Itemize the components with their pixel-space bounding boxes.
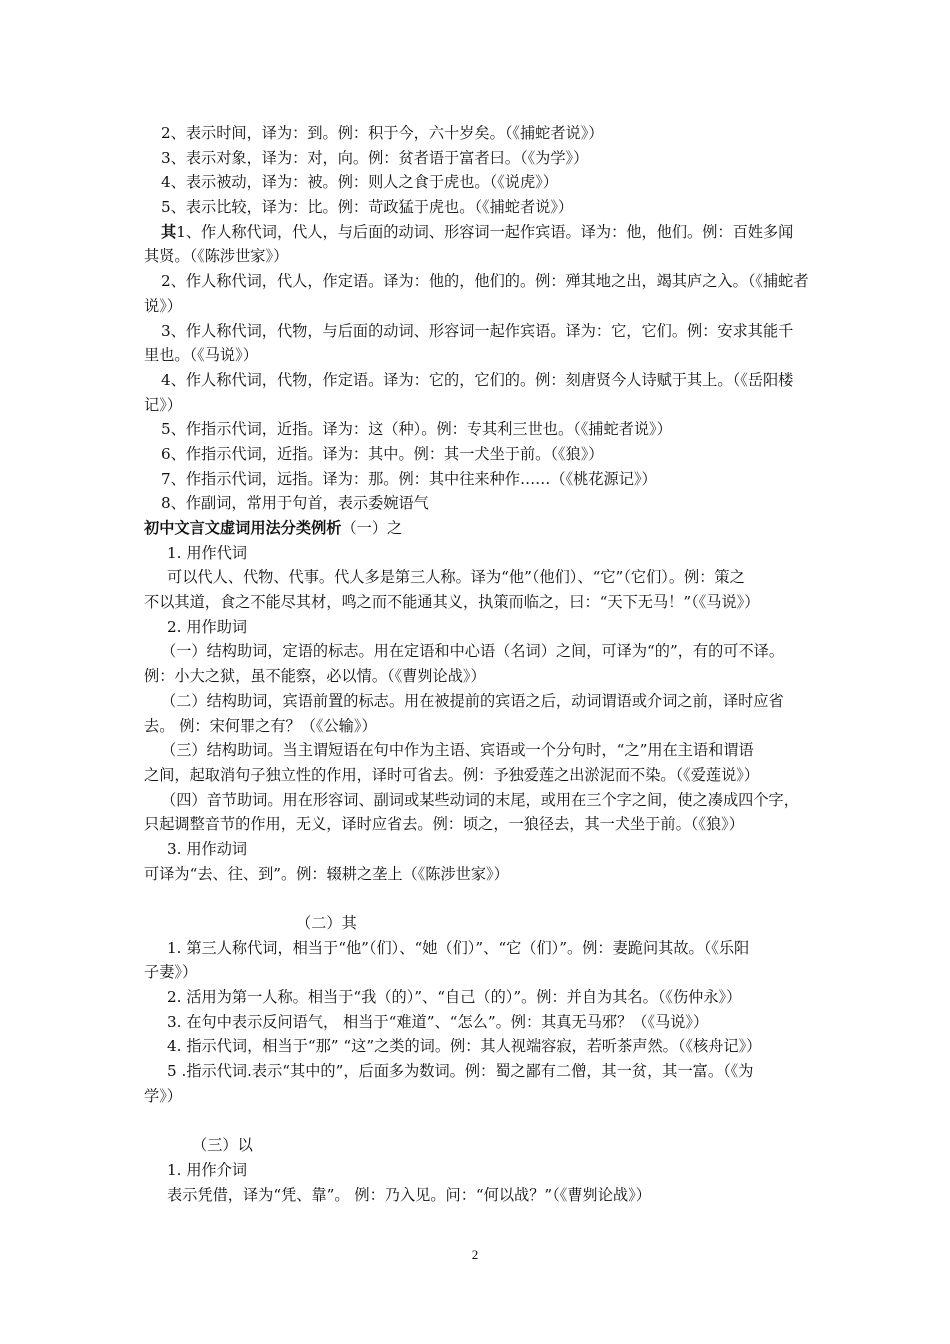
text-line: 5、表示比较，译为：比。例：苛政猛于虎也。（《捕蛇者说》） [161,198,574,217]
text-line: 2. 活用为第一人称。相当于“我（的）”、“自己（的）”。例：并自为其名。（《伤仲永》） [167,988,742,1007]
text-line: 可以代人、代物、代事。代人多是第三人称。译为“他”（他们）、“它”（它们）。例：策之 [167,568,745,587]
section-heading-qi: 其 [161,222,177,241]
text-line: 之间，起取消句子独立性的作用，译时可省去。例：予独爱莲之出淤泥而不染。（《爱莲说》） [144,765,760,784]
text-line: 其1、作人称代词，代人，与后面的动词、形容词一起作宾语。译为：他，他们。例：百姓多闻 [161,222,794,241]
text-line: 2、作人称代词，代人，作定语。译为：他的，他们的。例：殚其地之出，竭其庐之入。（《捕蛇者 [161,272,809,291]
text-line: 不以其道，食之不能尽其材，鸣之而不能通其义，执策而临之，曰：“天下无马！”（《马说》） [144,593,760,612]
text-line: 2. 用作助词 [167,617,248,636]
text-line: 4、表示被动，译为：被。例：则人之食于虎也。（《说虎》） [161,173,558,192]
text-line: 其贤。（《陈涉世家》） [144,247,289,266]
text-line: 1. 用作代词 [167,543,248,562]
text-line: 3、作人称代词，代物，与后面的动词、形容词一起作宾语。译为：它，它们。例：安求其能千 [161,321,794,340]
text-line: 学》） [144,1086,182,1105]
subsection-heading: （二）其 [296,914,357,932]
text-line: 2、表示时间，译为：到。例：积于今，六十岁矣。（《捕蛇者说》） [161,124,604,142]
text-line: 5、作指示代词，近指。译为：这（种）。例：专其利三世也。（《捕蛇者说》） [161,420,672,439]
blank-line [144,1109,814,1134]
text-line: 6、作指示代词，近指。译为：其中。例：其一犬坐于前。（《狼》） [161,444,604,463]
text-line: 1. 用作介词 [167,1160,248,1179]
text-line: 例：小大之狱，虽不能察，必以情。（《曹刿论战》） [144,667,486,686]
page-body [144,121,814,1207]
text-line: （四）音节助词。用在形容词、副词或某些动词的末尾，或用在三个字之间，使之凑成四个字， [161,790,799,809]
text-line: 1. 第三人称代词，相当于“他”（们）、“她（们）”、“它（们）”。例：妻跪问其故。（《乐阳 [167,938,750,957]
text-line: （二）结构助词，宾语前置的标志。用在被提前的宾语之后，动词谓语或介词之前，译时应省 [161,691,784,710]
text-line: 4、作人称代词，代物，作定语。译为：它的，它们的。例：刻唐贤今人诗赋于其上。（《岳阳楼 [161,370,794,389]
text-line: 去。 例：宋何罪之有？（《公输》） [144,716,377,735]
text-line: 可译为“去、往、到”。例：辍耕之垄上（《陈涉世家》） [144,864,509,883]
text-line: 3. 在句中表示反问语气， 相当于“难道”、“怎么”。例：其真无马邪？（《马说》） [167,1012,709,1031]
text-line: （一）结构助词，定语的标志。用在定语和中心语（名词）之间，可译为“的”，有的可不译。 [161,642,785,661]
page-number: 2 [471,1247,479,1262]
article-title: 初中文言文虚词用法分类例析 [144,519,342,537]
text-line: 8、作副词，常用于句首，表示委婉语气 [161,494,429,513]
text-line: 4. 指示代词，相当于“那” “这”之类的词。例：其人视端容寂，若听茶声然。（《核舟记》） [167,1037,762,1056]
text-line: （三）结构助词。当主谓短语在句中作为主语、宾语或一个分句时，“之”用在主语和谓语 [161,741,754,760]
text-line: 5 .指示代词.表示“其中的”，后面多为数词。例：蜀之鄙有二僧，其一贫，其一富。（《为 [167,1062,754,1081]
text-line: 3、表示对象，译为：对，向。例：贫者语于富者曰。（《为学》） [161,148,589,167]
subsection-heading: （三）以 [192,1136,253,1155]
text-line: 表示凭借，译为“凭、靠”。 例：乃入见。问：“何以战？”（《曹刿论战》） [167,1185,651,1204]
text-line: 只起调整音节的作用，无义，译时应省去。例：顷之，一狼径去，其一犬坐于前。（《狼》） [144,815,744,834]
text-line: 3. 用作动词 [167,839,248,858]
text-line: 里也。（《马说》） [144,346,258,365]
text-line: 记》） [144,395,182,414]
text-line [144,516,814,541]
text-line: 子妻》） [144,963,198,982]
text-line: 7、作指示代词，远指。译为：那。例：其中往来种作……（《桃花源记》） [161,469,657,488]
blank-line [144,886,814,911]
subsection-heading: （一）之 [341,519,403,537]
text-line: 说》） [144,296,182,315]
